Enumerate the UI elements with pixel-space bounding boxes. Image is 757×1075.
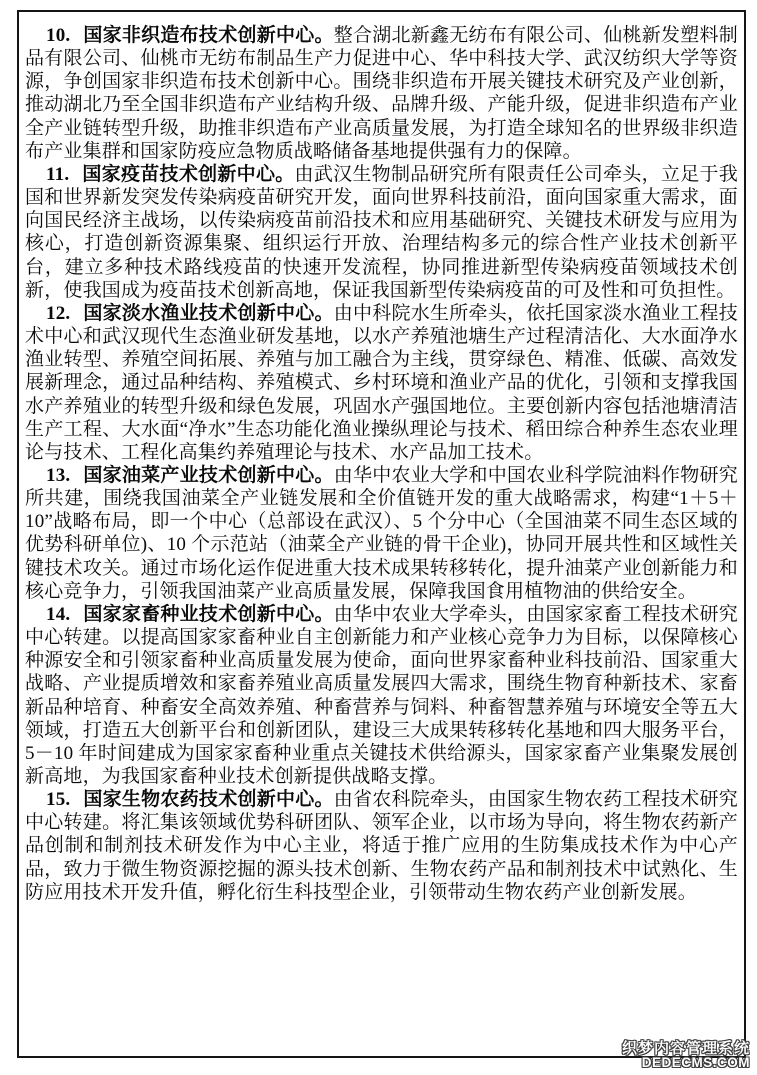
paragraph-13-body: 由华中农业大学和中国农业科学院油料作物研究所共建，围绕我国油菜全产业链发展和全价值链开发的重大战略需求，构建“1＋5＋10”战略布局，即一个中心（总部设在武汉）、5 个分中心（全国油菜不同生态区域的优势科研单位)、10 个示范站（油菜全产业链的骨干企业)，协同开展共性和区域性关键技术攻关。通过市场化运作促进重大技术成果转移转化，提升油菜产业创新能力和核心竞争力，引领我国油菜产业高质量发展，保障我国食用植物油的供给安全。	[25, 464, 738, 602]
paragraph-14	[25, 603, 738, 788]
paragraph-11-number: 11.	[46, 163, 70, 185]
watermark	[622, 1041, 750, 1070]
paragraph-10-heading: 国家非织造布技术创新中心。	[83, 25, 334, 46]
paragraph-10-number: 10.	[46, 25, 71, 46]
watermark-cms-name: 织梦内容管理系统	[621, 1039, 750, 1057]
paragraph-10-body: 整合湖北新鑫无纺布有限公司、仙桃新发塑料制品有限公司、仙桃市无纺布制品生产力促进中心、华中科技大学、武汉纺织大学等资源，争创国家非织造布技术创新中心。围绕非织造布开展关键技术研究及产业创新，推动湖北乃至全国非织造布产业结构升级、品牌升级、产能升级，促进非织造布产业全产业链转型升级，助推非织造布产业高质量发展，为打造全球知名的世界级非织造布产业集群和国家防疫应急物质战略储备基地提供强有力的保障。	[25, 25, 738, 162]
paragraph-14-body: 由华中农业大学牵头，由国家家畜工程技术研究中心转建。以提高国家家畜种业自主创新能力和产业核心竞争力为目标，以保障核心种源安全和引领家畜种业高质量发展为使命，面向世界家畜种业科技前沿、国家重大战略、产业提质增效和家畜养殖业高质量发展四大需求，围绕生物育种新技术、家畜新品种培育、种畜安全高效养殖、种畜营养与饲料、种畜智慧养殖与环境安全等五大领域，打造五大创新平台和创新团队，建设三大成果转移转化基地和四大服务平台，5－10 年时间建成为国家家畜种业重点关键技术供给源头，国家家畜产业集聚发展创新高地，为我国家畜种业技术创新提供战略支撑。	[25, 603, 738, 787]
watermark-cms-domain: DEDECMS.COM	[641, 1055, 750, 1071]
paragraph-13-number: 13.	[46, 464, 71, 486]
page-border-frame	[17, 10, 746, 1058]
paragraph-14-number: 14.	[46, 603, 71, 625]
paragraph-10	[25, 24, 738, 163]
paragraph-15-heading: 国家生物农药技术创新中心。	[83, 789, 334, 811]
paragraph-11	[25, 163, 738, 302]
document-content	[19, 12, 744, 904]
paragraph-15-number: 15.	[46, 789, 71, 811]
paragraph-15-body: 由省农科院牵头，由国家生物农药工程技术研究中心转建。将汇集该领域优势科研团队、领军企业，以市场为导向，将生物农药新产品创制和制剂技术研发作为中心主业，将适于推广应用的生防集成技术作为中心产品，致力于微生物资源挖掘的源头技术创新、生物农药产品和制剂技术中试熟化、生防应用技术开发升值，孵化衍生科技型企业，引领带动生物农药产业创新发展。	[25, 789, 738, 903]
paragraph-12-body: 由中科院水生所牵头，依托国家淡水渔业工程技术中心和武汉现代生态渔业研发基地，以水产养殖池塘生产过程清洁化、大水面净水渔业转型、养殖空间拓展、养殖与加工融合为主线，贯穿绿色、精准、低碳、高效发展新理念，通过品种结构、养殖模式、乡村环境和渔业产品的优化，引领和支撑我国水产养殖业的转型升级和绿色发展，巩固水产强国地位。主要创新内容包括池塘清洁生产工程、大水面“净水”生态功能化渔业操纵理论与技术、稻田综合种养生态农业理论与技术、工程化高集约养殖理论与技术、水产品加工技术。	[25, 302, 738, 463]
paragraph-13	[25, 464, 738, 603]
paragraph-12	[25, 302, 738, 464]
paragraph-12-number: 12.	[46, 302, 71, 324]
paragraph-15	[25, 788, 738, 904]
paragraph-11-body: 由武汉生物制品研究所有限责任公司牵头，立足于我国和世界新发突发传染病疫苗研究开发，面向世界科技前沿，面向国家重大需求，面向国民经济主战场，以传染病疫苗前沿技术和应用基础研究、关键技术研发与应用为核心，打造创新资源集聚、组织运行开放、治理结构多元的综合性产业技术创新平台，建立多种技术路线疫苗的快速开发流程，协同推进新型传染病疫苗领域技术创新，使我国成为疫苗技术创新高地，保证我国新型传染病疫苗的可及性和可负担性。	[25, 163, 738, 301]
paragraph-13-heading: 国家油菜产业技术创新中心。	[83, 464, 334, 486]
paragraph-11-heading: 国家疫苗技术创新中心。	[82, 163, 295, 185]
paragraph-12-heading: 国家淡水渔业技术创新中心。	[83, 302, 334, 324]
paragraph-14-heading: 国家家畜种业技术创新中心。	[83, 603, 334, 625]
